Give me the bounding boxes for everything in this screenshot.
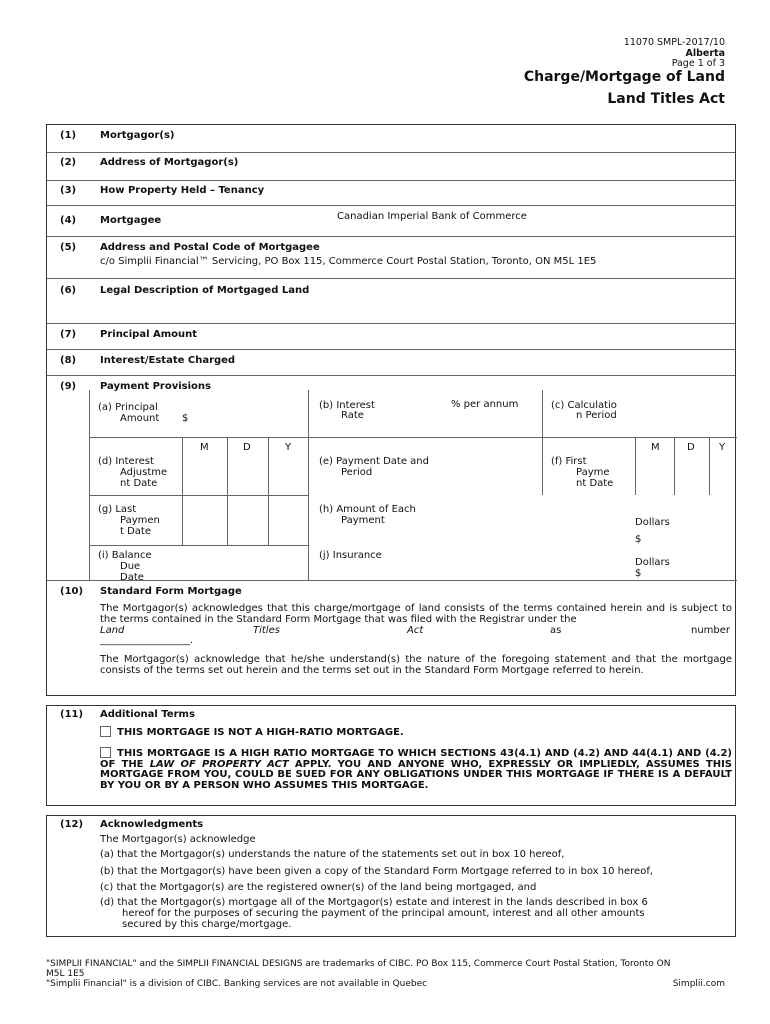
- grid-line: [89, 437, 737, 438]
- section-2-number: (2): [60, 157, 77, 168]
- row-divider: [47, 152, 735, 153]
- day-header: D: [243, 442, 251, 453]
- section-9-label: Payment Provisions: [100, 381, 212, 392]
- first-payment-label-3: nt Date: [576, 478, 614, 489]
- dollar-sign: $: [635, 568, 642, 579]
- section-8-label: Interest/Estate Charged: [100, 355, 236, 366]
- last-payment-label: (g) Last: [98, 504, 137, 515]
- first-payment-label: (f) First: [551, 456, 587, 467]
- interest-rate-label: (b) Interest: [319, 400, 375, 411]
- payment-date-label-2: Period: [341, 467, 373, 478]
- grid-line: [47, 580, 737, 581]
- principal-label-2: Amount: [120, 413, 160, 424]
- high-ratio-text-b: APPLY. YOU AND ANYONE WHO, EXPRESSLY OR IMPLIEDLY, ASSUMES THIS MORTGAGE FROM YOU, COULD BE SUED FOR ANY OBLIGATIONS UNDER THIS MORTGAGE IF THERE IS A DEFAULT BY YOU OR BY A PERSON WHO ASSUMES THIS MORTGAGE.: [100, 758, 733, 791]
- province: Alberta: [685, 48, 725, 59]
- section-8-number: (8): [60, 355, 77, 366]
- grid-line: [227, 437, 228, 545]
- section-12-number: (12): [60, 819, 84, 830]
- last-payment-label-3: t Date: [120, 526, 152, 537]
- as-word: as: [550, 625, 562, 636]
- calculation-period-label-2: n Period: [576, 410, 617, 421]
- acknowledgment-a: (a) that the Mortgagor(s) understands the nature of the statements set out in box 10 hereof,: [100, 849, 565, 860]
- row-divider: [47, 323, 735, 324]
- section-7-number: (7): [60, 329, 77, 340]
- law-of-property-act: LAW OF PROPERTY ACT: [149, 758, 289, 770]
- not-high-ratio-option[interactable]: [100, 726, 404, 738]
- grid-line: [542, 390, 543, 495]
- payment-date-label: (e) Payment Date and: [319, 456, 429, 467]
- grid-line: [89, 390, 90, 580]
- acknowledgment-d-2: hereof for the purposes of securing the payment of the principal amount, interest and all other amounts: [122, 908, 645, 919]
- footer-trademark: "SIMPLII FINANCIAL" and the SIMPLII FINANCIAL DESIGNS are trademarks of CIBC. PO Box 115, Commerce Court Postal Station, Toronto ON: [46, 959, 671, 969]
- balance-due-label-3: Date: [120, 572, 144, 583]
- row-divider: [47, 349, 735, 350]
- high-ratio-checkbox[interactable]: [100, 747, 111, 758]
- grid-line: [89, 495, 308, 496]
- year-header: Y: [285, 442, 292, 453]
- payment-amount-label-2: Payment: [341, 515, 385, 526]
- number-word: number: [691, 625, 731, 636]
- section-1-label: Mortgagor(s): [100, 130, 175, 141]
- dollars-label: Dollars: [635, 517, 670, 528]
- per-annum-label: % per annum: [451, 399, 519, 410]
- page-subtitle: Land Titles Act: [607, 91, 725, 107]
- interest-adjustment-label-2: Adjustme: [120, 467, 168, 478]
- payment-amount-label: (h) Amount of Each: [319, 504, 416, 515]
- month-header: M: [651, 442, 660, 453]
- form-code: 11070 SMPL-2017/10: [623, 37, 725, 48]
- month-header: M: [200, 442, 209, 453]
- section-12-label: Acknowledgments: [100, 819, 204, 830]
- section-5-label: Address and Postal Code of Mortgagee: [100, 242, 320, 253]
- grid-line: [709, 437, 710, 495]
- calculation-period-label: (c) Calculatio: [551, 400, 617, 411]
- section-6-label: Legal Description of Mortgaged Land: [100, 285, 310, 296]
- day-header: D: [687, 442, 695, 453]
- high-ratio-option[interactable]: [100, 747, 732, 791]
- section-6-number: (6): [60, 285, 77, 296]
- section-4-number: (4): [60, 215, 77, 226]
- footer-website-link[interactable]: Simplii.com: [672, 979, 725, 989]
- not-high-ratio-text: THIS MORTGAGE IS NOT A HIGH-RATIO MORTGAGE.: [117, 727, 404, 738]
- high-ratio-text-a: THIS MORTGAGE IS A HIGH RATIO MORTGAGE TO WHICH SECTIONS 43(4.1) AND (4.2) AND 44(4.1) AND (4.2) OF THE: [100, 748, 732, 770]
- acknowledgments-box: [46, 815, 736, 937]
- registration-number-field[interactable]: __________________.: [100, 635, 194, 646]
- row-divider: [47, 375, 735, 376]
- land-word: Land: [100, 625, 125, 636]
- section-5-number: (5): [60, 242, 77, 253]
- section-7-label: Principal Amount: [100, 329, 198, 340]
- interest-adjustment-label: (d) Interest: [98, 456, 154, 467]
- section-3-number: (3): [60, 185, 77, 196]
- grid-line: [89, 545, 308, 546]
- row-divider: [47, 236, 735, 237]
- principal-dollar-sign: $: [182, 413, 189, 424]
- act-word: Act: [407, 625, 424, 636]
- footer-postal: M5L 1E5: [46, 969, 85, 979]
- titles-word: Titles: [253, 625, 280, 636]
- acknowledge-intro: The Mortgagor(s) acknowledge: [100, 834, 256, 845]
- additional-terms-box: [46, 705, 736, 806]
- balance-due-label-2: Due: [120, 561, 141, 572]
- not-high-ratio-checkbox[interactable]: [100, 726, 111, 737]
- grid-line: [635, 437, 636, 495]
- last-payment-label-2: Paymen: [120, 515, 160, 526]
- footer-division: "Simplii Financial" is a division of CIBC. Banking services are not available in Quebec: [46, 979, 428, 989]
- grid-line: [308, 390, 309, 580]
- insurance-label: (j) Insurance: [319, 550, 382, 561]
- standard-form-paragraph-2: The Mortgagor(s) acknowledge that he/she understand(s) the nature of the foregoing statement and that the mortgage consists of the terms set out herein and the terms set out in the Standard Form Mortgage referred to herein.: [100, 654, 732, 676]
- section-3-label: How Property Held – Tenancy: [100, 185, 265, 196]
- page-title: Charge/Mortgage of Land: [523, 69, 725, 85]
- section-11-label: Additional Terms: [100, 709, 195, 720]
- section-10-label: Standard Form Mortgage: [100, 586, 242, 597]
- standard-form-paragraph-1: The Mortgagor(s) acknowledges that this charge/mortgage of land consists of the terms contained herein and is subject to the terms contained in the Standard Form Mortgage that was filed with the Registrar under the: [100, 603, 732, 625]
- row-divider: [47, 180, 735, 181]
- interest-adjustment-label-3: nt Date: [120, 478, 158, 489]
- main-form-box: [46, 124, 736, 696]
- acknowledgment-d-1: (d) that the Mortgagor(s) mortgage all of the Mortgagor(s) estate and interest in the lands described in box 6: [100, 897, 648, 908]
- grid-line: [268, 437, 269, 545]
- section-2-label: Address of Mortgagor(s): [100, 157, 239, 168]
- grid-line: [182, 437, 183, 545]
- row-divider: [47, 278, 735, 279]
- acknowledgment-b: (b) that the Mortgagor(s) have been given a copy of the Standard Form Mortgage referred to in box 10 hereof,: [100, 866, 654, 877]
- section-11-number: (11): [60, 709, 84, 720]
- acknowledgment-c: (c) that the Mortgagor(s) are the registered owner(s) of the land being mortgaged, and: [100, 882, 537, 893]
- year-header: Y: [719, 442, 726, 453]
- section-4-label: Mortgagee: [100, 215, 162, 226]
- grid-line: [674, 437, 675, 495]
- mortgagee-address-value[interactable]: c/o Simplii Financial™ Servicing, PO Box 115, Commerce Court Postal Station, Toronto, ON M5L 1E5: [100, 256, 597, 267]
- principal-label: (a) Principal: [98, 402, 158, 413]
- dollars-label: Dollars: [635, 557, 670, 568]
- section-1-number: (1): [60, 130, 77, 141]
- page-number: Page 1 of 3: [671, 58, 725, 69]
- section-9-number: (9): [60, 381, 77, 392]
- section-10-number: (10): [60, 586, 84, 597]
- first-payment-label-2: Payme: [576, 467, 610, 478]
- interest-rate-label-2: Rate: [341, 410, 364, 421]
- acknowledgment-d-3: secured by this charge/mortgage.: [122, 919, 292, 930]
- mortgagee-value[interactable]: Canadian Imperial Bank of Commerce: [337, 211, 527, 222]
- dollar-sign: $: [635, 534, 642, 545]
- balance-due-label: (i) Balance: [98, 550, 152, 561]
- row-divider: [47, 205, 735, 206]
